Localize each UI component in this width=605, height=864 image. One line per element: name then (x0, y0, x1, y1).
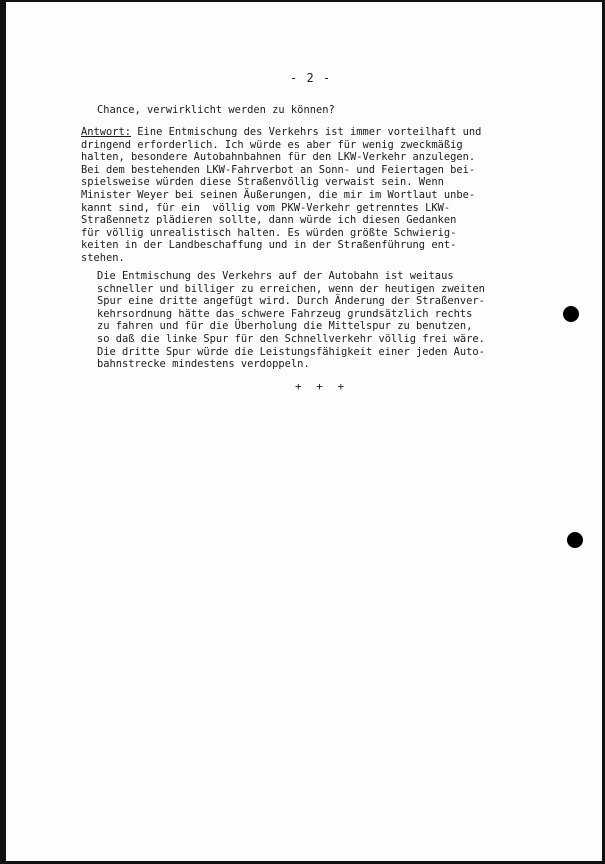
answer-line: dringend erforderlich. Ich würde es aber für wenig zweckmäßig (81, 138, 463, 151)
answer-line: halten, besondere Autobahnbahnen für den LKW-Verkehr anzulegen. (81, 151, 476, 164)
page-number: - 2 - (290, 71, 332, 85)
answer-line: für völlig unrealistisch halten. Es würden größte Schwierig- (81, 226, 457, 239)
second-paragraph (97, 270, 567, 371)
answer-line: keiten in der Landbeschaffung und in der Straßenführung ent- (81, 239, 457, 252)
paragraph-line: bahnstrecke mindestens verdoppeln. (97, 358, 310, 371)
paragraph-line: schneller und billiger zu erreichen, wenn der heutigen zweiten (97, 282, 485, 295)
section-separator: + + + (295, 380, 349, 393)
punch-hole (563, 306, 579, 322)
paragraph-line: so daß die linke Spur für den Schnellverkehr völlig frei wäre. (97, 332, 485, 345)
paragraph-line: zu fahren und für die Überholung die Mittelspur zu benutzen, (97, 320, 473, 333)
answer-line: spielsweise würden diese Straßenvöllig verwaist sein. Wenn (81, 176, 444, 189)
answer-line: stehen. (81, 251, 125, 264)
paragraph-line: Spur eine dritte angefügt wird. Durch Änderung der Straßenver- (97, 295, 485, 308)
paragraph-line: Die Entmischung des Verkehrs auf der Autobahn ist weitaus (97, 270, 454, 282)
answer-label: Antwort: (81, 126, 132, 138)
answer-line: Bei dem bestehenden LKW-Fahrverbot an Sonn- und Feiertagen bei- (81, 163, 476, 176)
answer-paragraph (81, 126, 551, 265)
answer-first-line: Eine Entmischung des Verkehrs ist immer vorteilhaft und (131, 126, 482, 138)
punch-hole (567, 532, 583, 548)
continuation-line: Chance, verwirklicht werden zu können? (97, 104, 335, 116)
answer-line: Minister Weyer bei seinen Äußerungen, die mir im Wortlaut unbe- (81, 188, 476, 201)
paragraph-line: Die dritte Spur würde die Leistungsfähigkeit einer jeden Auto- (97, 345, 485, 358)
answer-line: kannt sind, für ein völlig vom PKW-Verkehr getrenntes LKW- (81, 201, 451, 214)
paragraph-line: kehrsordnung hätte das schwere Fahrzeug grundsätzlich rechts (97, 307, 473, 320)
answer-line: Straßennetz plädieren sollte, dann würde ich diesen Gedanken (81, 214, 457, 227)
